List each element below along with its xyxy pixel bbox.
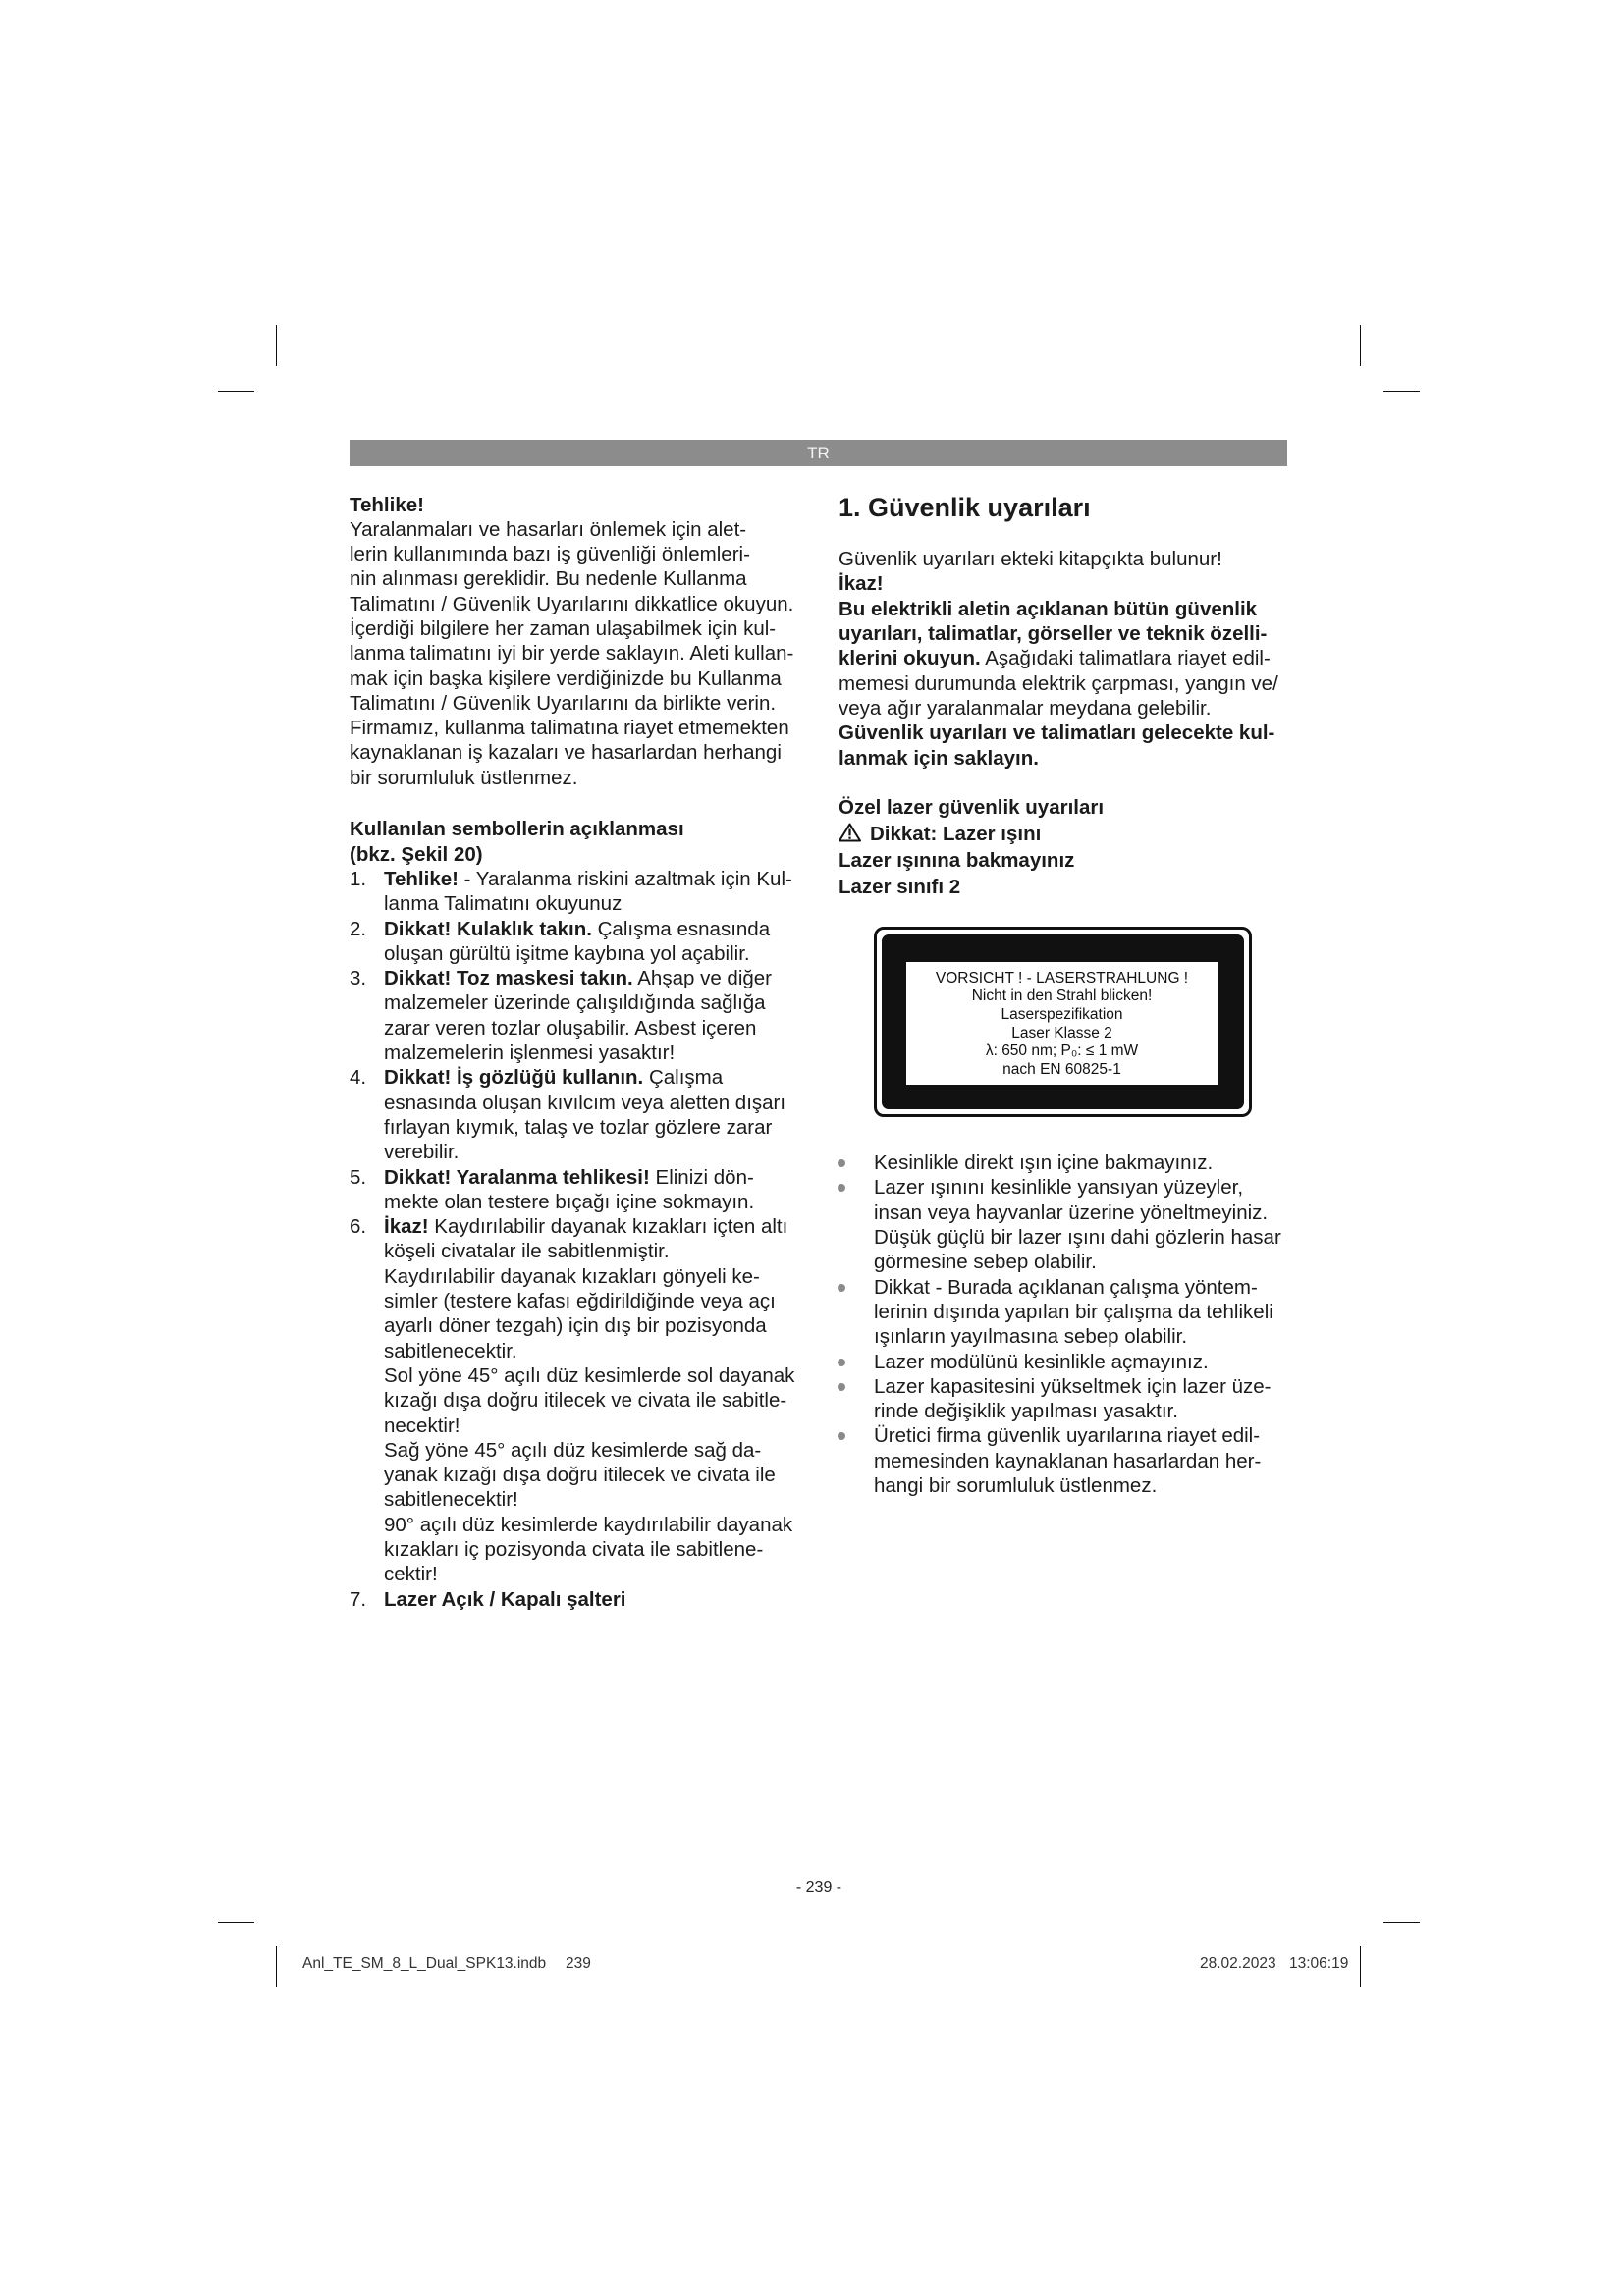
bold-text: Dikkat! Toz maskesi takın. — [384, 967, 633, 990]
plain-text: Elinizi dön- — [649, 1165, 754, 1189]
item-line: esnasında oluşan kıvılcım veya aletten dışarı — [384, 1091, 786, 1114]
crop-mark-top-left-horizontal — [218, 391, 254, 393]
item-line — [384, 1587, 805, 1612]
item-number: 4. — [350, 1066, 367, 1090]
plain-text: Aşağıdaki talimatlara riayet edil- — [980, 647, 1271, 670]
bullet-line: Lazer modülünü kesinlikle açmayınız. — [874, 1350, 1209, 1373]
item-line: kızakları iç pozisyonda civata ile sabitlene- — [384, 1538, 764, 1561]
symbol-item — [350, 1587, 805, 1612]
danger-title: Tehlike! — [350, 493, 424, 516]
crop-mark-top-right-vertical — [1360, 325, 1362, 366]
item-number: 5. — [350, 1165, 367, 1189]
bold-text: Tehlike! — [384, 867, 459, 890]
bullet-line: memesinden kaynaklanan hasarlardan her- — [874, 1449, 1262, 1472]
item-line: mekte olan testere bıçağı içine sokmayın. — [384, 1190, 755, 1213]
symbols-list — [350, 867, 805, 1612]
laser-label-text — [906, 962, 1218, 1085]
crop-mark-bottom-right-horizontal — [1383, 1922, 1420, 1924]
bullet-dot-icon — [838, 1184, 845, 1192]
danger-text-line: Talimatını / Güvenlik Uyarılarını dikkatlice okuyun. — [350, 592, 794, 615]
plain-text: Kaydırılabilir dayanak kızakları içten altı — [428, 1215, 788, 1239]
item-line: malzemelerin işlenmesi yasaktır! — [384, 1041, 676, 1065]
footer-file-page: 239 — [566, 1955, 591, 1972]
label-line: λ: 650 nm; P₀: ≤ 1 mW — [985, 1042, 1139, 1060]
crop-mark-top-left-vertical — [276, 325, 278, 366]
symbol-item — [350, 1065, 805, 1164]
bullet-item — [839, 1423, 1287, 1498]
bullet-line: görmesine sebep olabilir. — [874, 1251, 1097, 1274]
laser-caution-line — [839, 821, 1287, 847]
safety-text-line — [839, 597, 1287, 621]
item-line: yanak kızağı dışa doğru itilecek ve civata ile — [384, 1464, 776, 1487]
item-line — [384, 867, 805, 891]
label-line: VORSICHT ! - LASERSTRAHLUNG ! — [935, 969, 1189, 987]
laser-label-frame — [882, 934, 1244, 1109]
safety-paragraph — [839, 547, 1287, 771]
bold-text: Dikkat! Kulaklık takın. — [384, 917, 592, 940]
label-line: nach EN 60825-1 — [1002, 1060, 1121, 1078]
bullet-dot-icon — [838, 1359, 845, 1366]
safety-text-line: memesi durumunda elektrik çarpması, yangın ve/ — [839, 671, 1278, 695]
laser-bullet-list — [839, 1150, 1287, 1498]
item-line: Sağ yöne 45° açılı düz kesimlerde sağ da- — [384, 1438, 762, 1462]
bullet-dot-icon — [838, 1284, 845, 1292]
bold-text: uyarıları, talimatlar, görseller ve teknik özelli- — [839, 622, 1268, 646]
bullet-line: ışınların yayılmasına sebep olabilir. — [874, 1325, 1188, 1349]
symbol-item — [350, 1165, 805, 1215]
symbol-item — [350, 867, 805, 917]
danger-text-line: lanma talimatını iyi bir yerde saklayın. Aleti kullan- — [350, 642, 794, 666]
footer-time: 13:06:19 — [1289, 1955, 1349, 1972]
bold-text: Dikkat! Yaralanma tehlikesi! — [384, 1165, 650, 1189]
label-line: Laserspezifikation — [1001, 1005, 1123, 1023]
item-line: necektir! — [384, 1414, 460, 1437]
safety-text-line — [839, 746, 1287, 771]
safety-text — [839, 547, 1287, 771]
item-line: ayarlı döner tezgah) için dış bir pozisyonda — [384, 1314, 767, 1338]
footer-date: 28.02.2023 — [1200, 1955, 1276, 1972]
bullet-item — [839, 1275, 1287, 1350]
plain-text: Ahşap ve diğer — [632, 967, 773, 990]
bullet-line: hangi bir sorumluluk üstlenmez. — [874, 1474, 1158, 1498]
bullet-line: rinde değişiklik yapılması yasaktır. — [874, 1400, 1178, 1423]
danger-text — [350, 517, 805, 790]
bullet-line: Düşük güçlü bir lazer ışını dahi gözlerin hasar — [874, 1226, 1281, 1250]
bullet-line: Kesinlikle direkt ışın içine bakmayınız. — [874, 1151, 1214, 1175]
laser-warning-label — [874, 927, 1252, 1117]
symbol-item — [350, 966, 805, 1065]
safety-text-line — [839, 621, 1287, 646]
item-line: Kaydırılabilir dayanak kızakları gönyeli ke- — [384, 1264, 760, 1288]
bullet-line: lerinin dışında yapılan bir çalışma da tehlikeli — [874, 1300, 1273, 1323]
crop-mark-top-right-horizontal — [1383, 391, 1420, 393]
item-line: köşeli civatalar ile sabitlenmiştir. — [384, 1240, 670, 1263]
item-line — [384, 917, 805, 941]
item-line: cektir! — [384, 1563, 438, 1586]
item-line: zarar veren tozlar oluşabilir. Asbest içeren — [384, 1016, 757, 1040]
footer-file-name: Anl_TE_SM_8_L_Dual_SPK13.indb — [302, 1955, 547, 1972]
symbols-title-line: (bkz. Şekil 20) — [350, 842, 483, 866]
label-line: Nicht in den Strahl blicken! — [971, 988, 1153, 1005]
item-line: Sol yöne 45° açılı düz kesimlerde sol dayanak — [384, 1363, 795, 1387]
item-number: 7. — [350, 1587, 367, 1611]
item-line: fırlayan kıymık, talaş ve tozlar gözlere zarar — [384, 1115, 773, 1139]
item-line: malzemeler üzerinde çalışıldığında sağlığa — [384, 991, 766, 1015]
bold-text: Lazer Açık / Kapalı şalteri — [384, 1587, 626, 1611]
safety-text-line — [839, 571, 1287, 596]
plain-text: Çalışma esnasında — [591, 917, 771, 940]
item-number: 2. — [350, 917, 367, 940]
safety-text-line — [839, 721, 1287, 745]
laser-title: Özel lazer güvenlik uyarıları — [839, 796, 1105, 819]
bullet-item — [839, 1374, 1287, 1424]
danger-note — [350, 493, 805, 791]
symbols-title-line: Kullanılan sembollerin açıklanması — [350, 818, 684, 841]
danger-text-line: Firmamız, kullanma talimatına riayet etmemekten — [350, 717, 789, 740]
danger-text-line: kaynaklanan iş kazaları ve hasarlardan herhangi — [350, 741, 782, 765]
laser-safety-section — [839, 794, 1287, 900]
bullet-line: Dikkat - Burada açıklanan çalışma yöntem- — [874, 1275, 1258, 1299]
item-line: verebilir. — [384, 1141, 460, 1164]
item-line — [384, 966, 805, 990]
bullet-line: Üretici firma güvenlik uyarılarına riayet edil- — [874, 1424, 1261, 1448]
bold-text: Bu elektrikli aletin açıklanan bütün güvenlik — [839, 597, 1258, 620]
bold-text: Güvenlik uyarıları ve talimatları gelecekte kul- — [839, 721, 1275, 745]
danger-text-line: bir sorumluluk üstlenmez. — [350, 766, 578, 789]
section-heading: 1. Güvenlik uyarıları — [839, 493, 1091, 522]
item-line: simler (testere kafası eğdirildiğinde veya açı — [384, 1290, 776, 1313]
bullet-item — [839, 1175, 1287, 1274]
danger-text-line: İçerdiği bilgilere her zaman ulaşabilmek için kul- — [350, 616, 777, 640]
item-line: 90° açılı düz kesimlerde kaydırılabilir dayanak — [384, 1513, 793, 1536]
symbols-title — [350, 817, 805, 867]
bold-text: Dikkat! İş gözlüğü kullanın. — [384, 1066, 644, 1090]
bold-text: İkaz! — [839, 572, 884, 596]
bullet-line: Lazer kapasitesini yükseltmek için lazer üze- — [874, 1374, 1272, 1398]
crop-mark-bottom-left-vertical — [276, 1946, 278, 1987]
item-number: 1. — [350, 867, 367, 890]
item-number: 6. — [350, 1215, 367, 1239]
symbols-section — [350, 817, 805, 1612]
item-line — [384, 1065, 805, 1090]
bullet-dot-icon — [838, 1383, 845, 1391]
laser-caution: Dikkat: Lazer ışını — [870, 823, 1042, 846]
bullet-line: insan veya hayvanlar üzerine yöneltmeyiniz. — [874, 1201, 1269, 1224]
bold-text: lanmak için saklayın. — [839, 746, 1039, 770]
danger-text-line: nin alınması gereklidir. Bu nedenle Kullanma — [350, 567, 747, 591]
bold-text: İkaz! — [384, 1215, 429, 1239]
item-line — [384, 1165, 805, 1190]
bullet-item — [839, 1350, 1287, 1374]
item-number: 3. — [350, 967, 367, 990]
bullet-dot-icon — [838, 1432, 845, 1440]
bullet-line: Lazer ışınını kesinlikle yansıyan yüzeyler, — [874, 1176, 1244, 1200]
danger-text-line: mak için başka kişilere verdiğinizde bu Kullanma — [350, 667, 782, 690]
bullet-item — [839, 1150, 1287, 1175]
danger-text-line: lerin kullanımında bazı iş güvenliği önlemleri- — [350, 543, 750, 566]
item-line: sabitlenecektir! — [384, 1488, 518, 1512]
laser-class: Lazer sınıfı 2 — [839, 876, 961, 899]
language-bar — [350, 440, 1287, 466]
item-line: sabitlenecektir. — [384, 1339, 517, 1362]
footer-file-info — [302, 1953, 546, 1975]
item-line: lanma Talimatını okuyunuz — [384, 892, 623, 916]
warning-icon — [839, 823, 861, 842]
bullet-dot-icon — [838, 1159, 845, 1167]
crop-mark-bottom-left-horizontal — [218, 1922, 254, 1924]
laser-dont-stare: Lazer ışınına bakmayınız — [839, 849, 1075, 873]
bold-text: klerini okuyun. — [839, 647, 981, 670]
label-line: Laser Klasse 2 — [1011, 1024, 1112, 1041]
item-line — [384, 1214, 805, 1239]
page-number: - 239 - — [795, 1879, 842, 1896]
symbol-item — [350, 917, 805, 967]
symbol-item — [350, 1214, 805, 1586]
safety-text-line: veya ağır yaralanmalar meydana gelebilir. — [839, 696, 1212, 720]
danger-text-line: Talimatını / Güvenlik Uyarılarını da birlikte verin. — [350, 691, 777, 715]
plain-text: - Yaralanma riskini azaltmak için Kul- — [458, 867, 792, 890]
plain-text: Çalışma — [643, 1066, 724, 1090]
safety-text-line: Güvenlik uyarıları ekteki kitapçıkta bulunur! — [839, 548, 1222, 571]
item-line: oluşan gürültü işitme kaybına yol açabilir. — [384, 941, 750, 965]
crop-mark-bottom-right-vertical — [1360, 1946, 1362, 1987]
safety-text-line — [839, 646, 1287, 670]
language-code: TR — [807, 444, 830, 462]
danger-text-line: Yaralanmaları ve hasarları önlemek için alet- — [350, 517, 747, 541]
item-line: kızağı dışa doğru itilecek ve civata ile sabitle- — [384, 1389, 787, 1413]
